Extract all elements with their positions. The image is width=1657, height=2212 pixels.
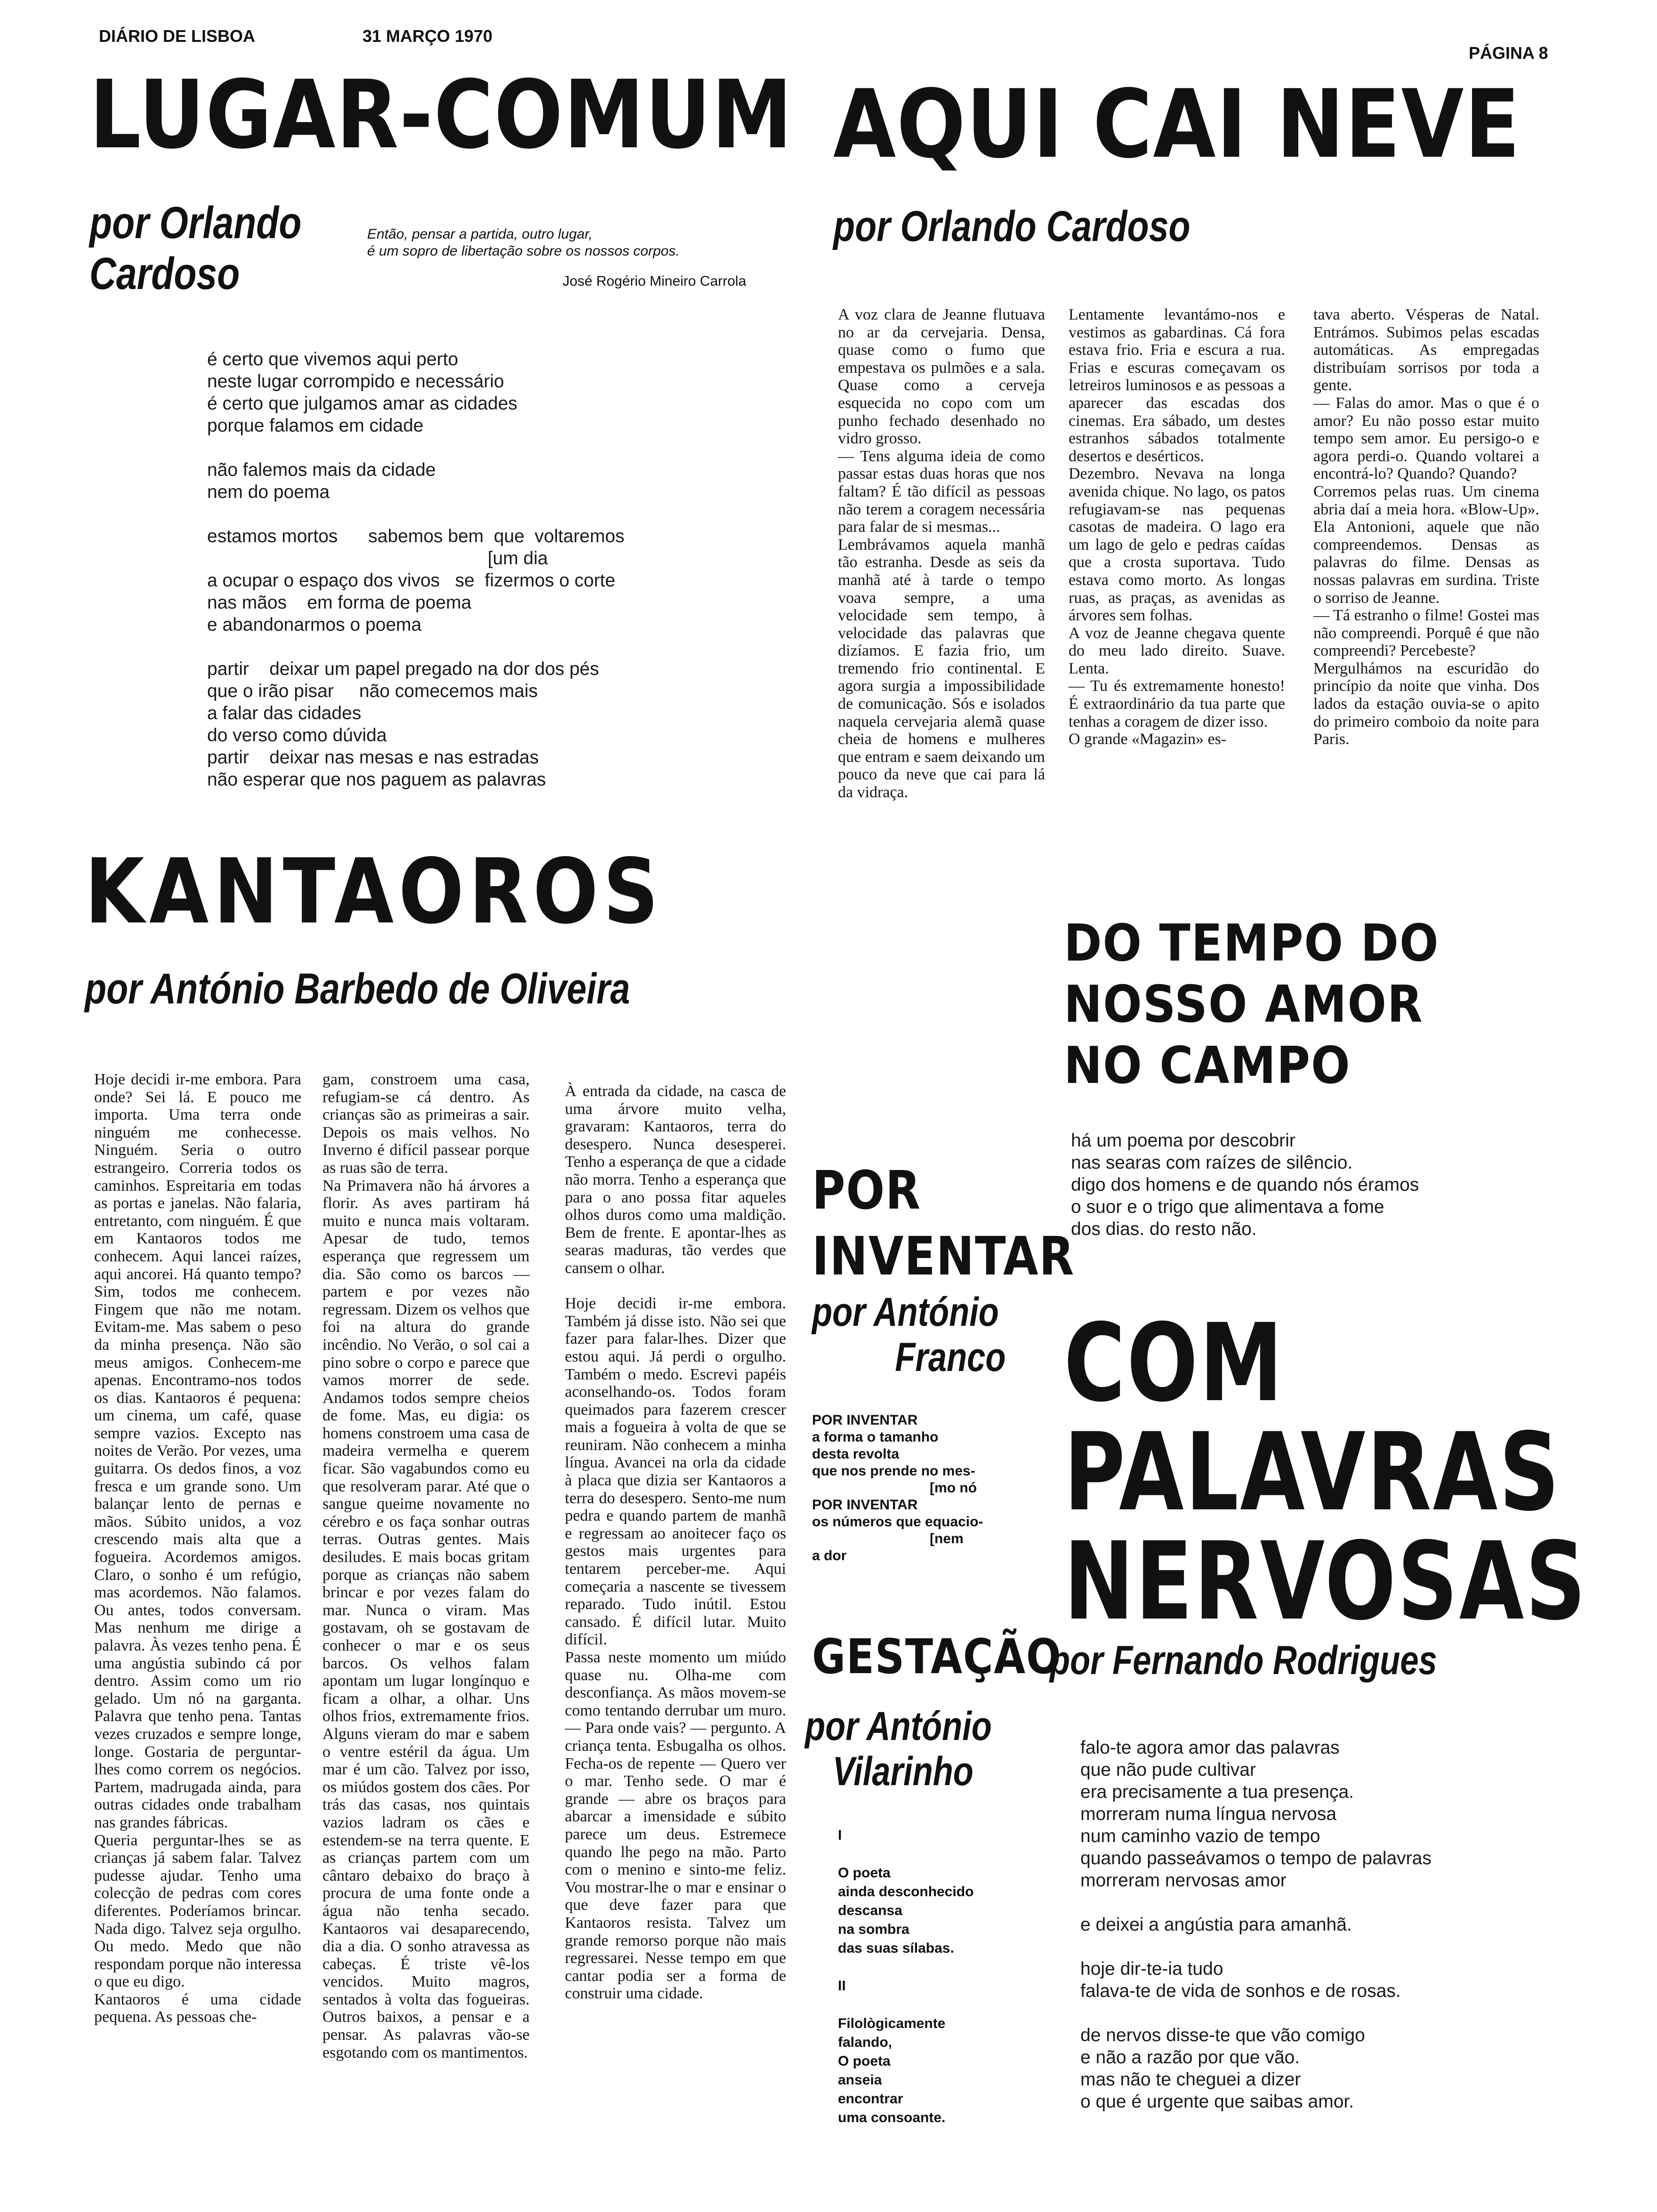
byline-gestacao: por António Vilarinho (805, 1704, 992, 1795)
kantaoros-column-1: Hoje decidi ir-me embora. Para onde? Sei lá. E pouco me importa. Uma terra onde ninguém me conhecesse. Ninguém. Seria o outro estrangeiro. Correria todos os caminhos. Espreitaria em todas as portas e janelas. Não falaria, entretanto, com ninguém. É que em Kantaoros todos me conhecem. Aqui lancei raízes, aqui ancorei. Há quanto tempo? Sim, todos me conhecem. Fingem que não me notam. Evitam-me. Mas sabem o peso da minha presença. Não são meus amigos. Conhecem-me apenas. Encontramo-nos todos os dias. Kantaoros é pequena: um cinema, um café, quase sempre vazios. Excepto nas noites de Verão. Por vezes, uma guitarra. Os dedos finos, a voz fresca e um grande sono. Um balançar lento de pernas e mãos. Súbito unidos, a voz crescendo mais alta que a fogueira. Acordemos amigos. Claro, o sonho é um refúgio, mas acordemos. Não falamos. Ou antes, todos conversam. Mas nenhum me dirige a palavra. Às vezes tenho pena. É uma angústia subindo cá por dentro. Assim como um rio gelado. Um nó na garganta. Palavra que tenho pena. Tantas vezes cruzados e sempre longe, longe. Gostaria de perguntar-lhes como correm os negócios. Partem, madrugada ainda, para outras cidades onde trabalham nas grandes fábricas. Queria perguntar-lhes se as crianças já sabem falar. Talvez pudesse ajudar. Tenho uma colecção de pedras com cores diferentes. Poderíamos brincar. Nada digo. Talvez seja orgulho. Ou medo. Medo que não respondam porque não interessa o que eu digo. Kantaoros é uma cidade pequena. As pessoas che- (94, 1071, 301, 2026)
poem-do-tempo: há um poema por descobrir nas searas com raízes de silêncio. digo dos homens e de quando nós éramos o suor e o trigo que alimentava a fome dos dias. do resto não. (1071, 1130, 1419, 1239)
headline-com-palavras-nervosas: COM PALAVRAS NERVOSAS (1064, 1300, 1587, 1644)
byline-fernando-rodrigues: por Fernando Rodrigues (1050, 1638, 1437, 1683)
aqui-cai-neve-column-3: tava aberto. Vésperas de Natal. Entrámos. Subimos pelas escadas automáticas. As empregadas distribuíam sorrisos por toda a gente. — Falas do amor. Mas o que é o amor? Eu não posso estar muito tempo sem amor. Eu persigo-o e agora perdi-o. Quando voltarei a encontrá-lo? Quando? Quando? Corremos pelas ruas. Um cinema abria daí a meia hora. «Blow-Up». Ela Antonioni, aquele que não compreendemos. Densas as palavras do filme. Densas as nossas palavras em surdina. Triste o sorriso de Jeanne. — Tá estranho o filme! Gostei mas não compreendi. Porquê é que não compreendi? Percebeste? Mergulhámos na escuridão do princípio da noite que vinha. Dos lados da estação ouvia-se o apito do primeiro comboio da noite para Paris. (1313, 306, 1539, 748)
masthead-page: PÁGINA 8 (1469, 43, 1548, 63)
poem-por-inventar: POR INVENTAR a forma o tamanho desta revolta que nos prende no mes- [mo nó POR INVENTAR os números que equacio- [nem a dor (812, 1412, 983, 1563)
poem-com-palavras-nervosas: falo-te agora amor das palavras que não pude cultivar era precisamente a tua presença. morreram numa língua nervosa num caminho vazio de tempo quando passeávamos o tempo de palavras morreram nervosas amor e deixei a angústia para amanhã. hoje dir-te-ia tudo falava-te de vida de sonhos e de rosas. de nervos disse-te que vão comigo e não a razão por que vão. mas não te cheguei a dizer o que é urgente que saibas amor. (1080, 1738, 1432, 2112)
headline-gestacao: GESTAÇÃO (812, 1629, 1062, 1685)
headline-aqui-cai-neve: AQUI CAI NEVE (833, 70, 1521, 179)
masthead-paper: DIÁRIO DE LISBOA (99, 26, 256, 46)
byline-lugar-comum: por Orlando Cardoso (89, 198, 302, 299)
byline-kantaoros: por António Barbedo de Oliveira (85, 965, 630, 1013)
headline-lugar-comum: LUGAR-COMUM (89, 60, 793, 170)
epigraph-author: José Rogério Mineiro Carrola (563, 273, 747, 289)
masthead-date: 31 MARÇO 1970 (362, 26, 493, 46)
aqui-cai-neve-column-2: Lentamente levantámo-nos e vestimos as gabardinas. Cá fora estava frio. Fria e escura a rua. Frias e escuras começavam os letreiros luminosos e as pessoas a aparecer das escadas dos cinemas. Era sábado, um destes estranhos sábados totalmente desertos e desérticos. Dezembro. Nevava na longa avenida chique. No lago, os patos refugiavam-se nas pequenas casotas de madeira. O lago era um lago de gelo e pedras caídas que a crosta suportava. Tudo estava como morto. As longas ruas, as praças, as avenidas as árvores sem folhas. A voz de Jeanne chegava quente do meu lado direito. Suave. Lenta. — Tu és extremamente honesto! É extraordinário da tua parte que tenhas a coragem de dizer isso. O grande «Magazin» es- (1069, 306, 1285, 748)
epigraph-lugar-comum: Então, pensar a partida, outro lugar, é um sopro de libertação sobre os nossos corpos. (367, 226, 680, 259)
poem-gestacao: I O poeta ainda desconhecido descansa na sombra das suas sílabas. II Filològicamente falando, O poeta anseia encontrar uma consoante. (838, 1827, 974, 2125)
headline-kantaoros: KANTAOROS (85, 840, 664, 944)
aqui-cai-neve-column-1: A voz clara de Jeanne flutuava no ar da cervejaria. Densa, quase como o fumo que empestava os pulmões e a sala. Quase como a cerveja esquecida no copo com um punho fechado desenhado no vidro grosso. — Tens alguma ideia de como passar estas duas horas que nos faltam? É tão difícil as pessoas não terem a coragem necessária para falar de si mesmas... Lembrávamos aquela manhã tão estranha. Desde as seis da manhã até à tarde o tempo voava sempre, a uma velocidade sem tempo, à velocidade das palavras que dizíamos. E fazia frio, um tremendo frio continental. E agora surgia a impossibilidade de comunicação. Sós e isolados naquela cervejaria alemã quase cheia de homens e mulheres que entram e saem deixando um pouco da neve que cai para lá da vidraça. (838, 306, 1045, 801)
kantaoros-column-3: À entrada da cidade, na casca de uma árvore muito velha, gravaram: Kantaoros, terra do desespero. Nunca desesperei. Tenho a esperança de que a cidade não morra. Tenho a esperança que para o ano possa fitar aqueles olhos duros como uma maldição. Bem de frente. E apontar-lhes as searas maduras, tão verdes que cansem o olhar. Hoje decidi ir-me embora. Também já disse isto. Não sei que fazer para falar-lhes. Dizer que estou aqui. Já perdi o orgulho. Também o medo. Escrevi papéis aconselhando-os. Todos foram queimados para fazerem crescer mais a fogueira à volta de que se reuniram. Não conhecem a minha língua. Avancei na orla da cidade à placa que dizia ser Kantaoros a terra do desespero. Sento-me num pedra e quando partem de manhã e regressam ao anoitecer faço os gestos mais urgentes para tentarem perceber-me. Aqui começaria a nascente se tivessem reparado. Tudo inútil. Estou cansado. É difícil lutar. Muito difícil. Passa neste momento um miúdo quase nu. Olha-me com desconfiança. As mãos movem-se como tentando derrubar um muro. — Para onde vais? — pergunto. A criança tenta. Esbugalha os olhos. Fecha-os de repente — Quero ver o mar. Tenho sede. O mar é grande — abre os braços para abarcar a imensidade e súbito parece um deus. Estremece quando lhe pego na mão. Parto com o menino e sinto-me feliz. Vou mostrar-lhe o mar e ensinar o que deve fazer para que Kantaoros resista. Talvez um grande remorso porque não mais regressarei. Nesse tempo em que cantar podia ser a forma de construir uma cidade. (565, 1082, 786, 2003)
headline-do-tempo: DO TEMPO DO NOSSO AMOR NO CAMPO (1064, 914, 1440, 1095)
headline-por-inventar: POR INVENTAR (812, 1160, 1075, 1287)
byline-por-inventar: por António Franco (812, 1290, 1006, 1380)
poem-lugar-comum: é certo que vivemos aqui perto neste lugar corrompido e necessário é certo que julgamos amar as cidades porque falamos em cidade não falemos mais da cidade nem do poema estamos mortos sabemos bem que voltaremos [um dia a ocupar o espaço dos vivos se fizermos o corte nas mãos em forma de poema e abandonarmos o poema partir deixar um papel pregado na dor dos pés que o irão pisar não comecemos mais a falar das cidades do verso como dúvida partir deixar nas mesas e nas estradas não esperar que nos paguem as palavras (207, 349, 625, 790)
kantaoros-column-2: gam, constroem uma casa, refugiam-se cá dentro. As crianças são as primeiras a sair. Depois os mais velhos. No Inverno é difícil passear porque as ruas são de terra. Na Primavera não há árvores a florir. As aves partiram há muito e nunca mais voltaram. Apesar de tudo, temos esperança que regressem um dia. São como os barcos — partem e por vezes não regressam. Dizem os velhos que foi na altura do grande incêndio. No Verão, o sol cai a pino sobre o corpo e parece que vamos morrer de sede. Andamos todos sempre cheios de fome. Mas, eu digia: os homens constroem uma casa de madeira vermelha e querem ficar. São vagabundos como eu que resolveram parar. Até que o sangue queime novamente no cérebro e os faça sonhar outras terras. Outras gentes. Mais desiludes. E mais bocas gritam porque as crianças não sabem brincar e por vezes falam do mar. Nunca o viram. Mas gostavam, oh se gostavam de conhecer o mar e os seus barcos. Os velhos falam apontam um lugar longínquo e ficam a olhar, a olhar. Uns olhos frios, extremamente frios. Alguns vieram do mar e sabem o ventre estéril da água. Um mar é um cão. Talvez por isso, os miúdos gostem dos cães. Por trás das casas, nos quintais vazios ladram os cães e estendem-se na terra quente. E as crianças partem com um cântaro debaixo do braço à procura de uma fonte onde a água não tenha secado. Kantaoros vai desaparecendo, dia a dia. O sonho atravessa as cabeças. É triste vê-los vencidos. Muito magros, sentados à volta das fogueiras. Outros baixos, a pensar e a pensar. As palavras vão-se esgotando com os mantimentos. (322, 1071, 530, 2061)
byline-aqui-cai-neve: por Orlando Cardoso (833, 202, 1190, 250)
